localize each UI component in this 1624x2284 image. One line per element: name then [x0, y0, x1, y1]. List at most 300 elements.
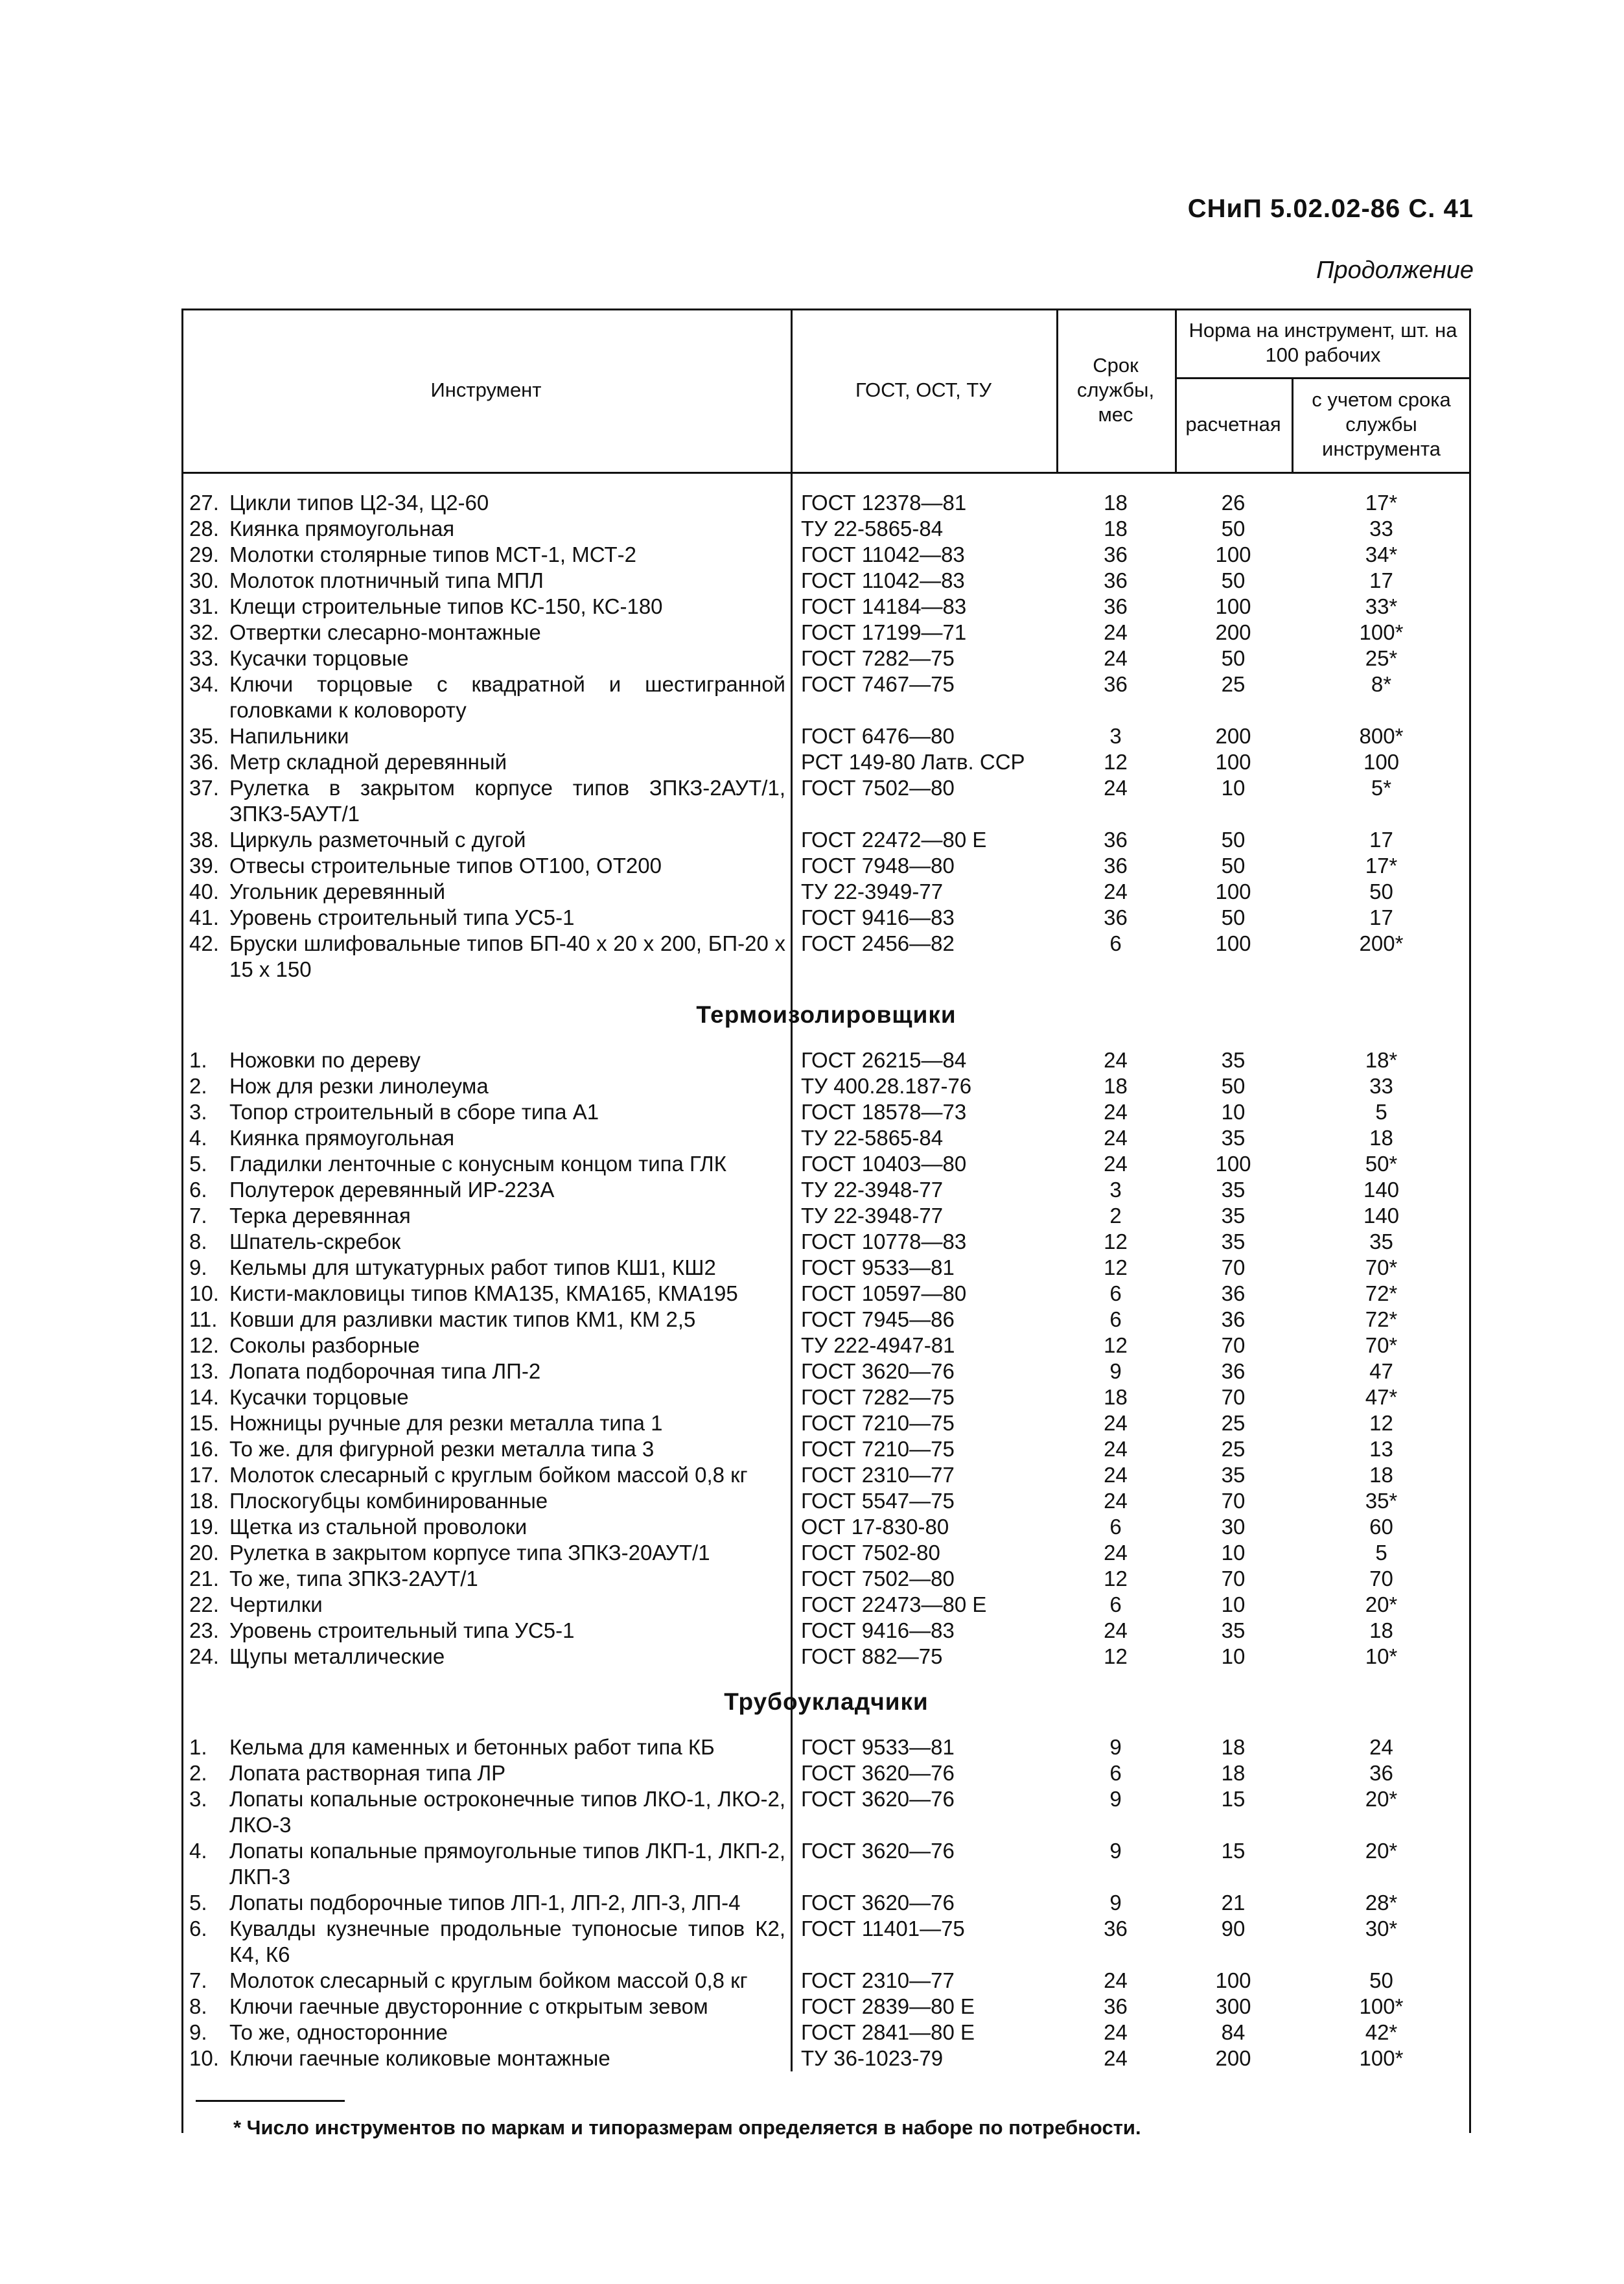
table-row [181, 1618, 1471, 1644]
service-life-cell: 6 [1109, 1761, 1122, 1785]
adjusted-norm-cell: 47 [1369, 1359, 1393, 1383]
item-number: 19. [189, 1515, 219, 1539]
adjusted-norm-cell: 33 [1369, 1074, 1393, 1098]
service-life-cell: 36 [1104, 854, 1128, 878]
calculated-norm-cell: 50 [1221, 517, 1246, 541]
instrument-name: То же, односторонние [229, 2020, 448, 2044]
calculated-norm-cell: 100 [1215, 880, 1251, 903]
table-row [181, 1177, 1471, 1203]
instrument-cell [181, 1436, 791, 1462]
table-row [181, 1099, 1471, 1125]
calculated-norm-cell: 35 [1221, 1178, 1246, 1202]
instrument-cell [181, 1734, 791, 1760]
adjusted-norm-cell: 140 [1363, 1178, 1400, 1202]
table-row [181, 1047, 1471, 1073]
calculated-norm-cell: 100 [1215, 594, 1251, 618]
table-row [181, 1968, 1471, 1994]
instrument-name: Отвесы строительные типов ОТ100, ОТ200 [229, 854, 662, 878]
standard-cell: ГОСТ 7502—80 [801, 1567, 955, 1591]
adjusted-norm-cell: 18* [1365, 1048, 1398, 1072]
service-life-cell: 3 [1109, 1178, 1122, 1202]
instrument-cell [181, 827, 791, 853]
instrument-name: Лопата подборочная типа ЛП-2 [229, 1359, 541, 1383]
header-adjusted: с учетом срока службы инструмента [1312, 388, 1451, 460]
calculated-norm-cell: 90 [1221, 1917, 1246, 1940]
instrument-cell [181, 1838, 791, 1890]
instrument-name: Кельма для каменных и бетонных работ типа КБ [229, 1735, 715, 1759]
table-row [181, 1760, 1471, 1786]
instrument-cell [181, 1177, 791, 1203]
standard-cell: ГОСТ 7467—75 [801, 672, 955, 696]
item-number: 6. [189, 1917, 207, 1940]
instrument-name: Гладилки ленточные с конусным концом типа ГЛК [229, 1152, 726, 1176]
item-number: 1. [189, 1048, 207, 1072]
instrument-name: Ковши для разливки мастик типов КМ1, КМ 2,5 [229, 1307, 696, 1331]
instrument-name: Чертилки [229, 1592, 323, 1616]
standard-cell: ГОСТ 11042—83 [801, 568, 965, 592]
table-row [181, 1786, 1471, 1838]
calculated-norm-cell: 10 [1221, 1100, 1246, 1124]
adjusted-norm-cell: 50* [1365, 1152, 1398, 1176]
adjusted-norm-cell: 35* [1365, 1489, 1398, 1513]
service-life-cell: 36 [1104, 828, 1128, 852]
item-number: 41. [189, 905, 219, 929]
table-row [181, 1566, 1471, 1592]
calculated-norm-cell: 35 [1221, 1204, 1246, 1228]
item-number: 29. [189, 542, 219, 566]
adjusted-norm-cell: 13 [1369, 1437, 1393, 1461]
item-number: 14. [189, 1385, 219, 1409]
standard-cell: ГОСТ 3620—76 [801, 1787, 955, 1811]
instrument-name: Молоток слесарный с круглым бойком массой 0,8 кг [229, 1968, 748, 1992]
table-row [181, 749, 1471, 775]
item-number: 16. [189, 1437, 219, 1461]
service-life-cell: 24 [1104, 620, 1128, 644]
adjusted-norm-cell: 20* [1365, 1839, 1398, 1863]
instrument-name: Ножницы ручные для резки металла типа 1 [229, 1411, 663, 1435]
calculated-norm-cell: 10 [1221, 776, 1246, 800]
table-row [181, 1488, 1471, 1514]
service-life-cell: 24 [1104, 880, 1128, 903]
service-life-cell: 24 [1104, 1126, 1128, 1150]
instrument-cell [181, 749, 791, 775]
instrument-name: Ножовки по дереву [229, 1048, 421, 1072]
item-number: 30. [189, 568, 219, 592]
adjusted-norm-cell: 18 [1369, 1126, 1393, 1150]
service-life-cell: 24 [1104, 1618, 1128, 1642]
header-norm: Норма на инструмент, шт. на 100 рабочих [1189, 319, 1457, 366]
service-life-cell: 2 [1109, 1204, 1122, 1228]
table-row [181, 1916, 1471, 1968]
instrument-name: Молоток плотничный типа МПЛ [229, 568, 544, 592]
instrument-name: Циркуль разметочный с дугой [229, 828, 526, 852]
instrument-cell [181, 723, 791, 749]
instrument-name: Лопаты копальные остроконечные типов ЛКО-1, ЛКО-2, ЛКО-3 [229, 1787, 785, 1837]
instrument-cell [181, 1333, 791, 1358]
header-calculated: расчетная [1185, 413, 1281, 436]
table-row [181, 1333, 1471, 1358]
standard-cell: ГОСТ 882—75 [801, 1644, 943, 1668]
footnote: * Число инструментов по маркам и типоразмерам определяется в наборе по потребности. [233, 2116, 1141, 2139]
tools-table [181, 309, 1471, 2133]
instrument-name: Рулетка в закрытом корпусе типа ЗПКЗ-20АУТ/1 [229, 1541, 710, 1565]
adjusted-norm-cell: 17 [1369, 905, 1393, 929]
service-life-cell: 36 [1104, 672, 1128, 696]
instrument-name: Нож для резки линолеума [229, 1074, 489, 1098]
calculated-norm-cell: 50 [1221, 1074, 1246, 1098]
table-row [181, 1540, 1471, 1566]
calculated-norm-cell: 10 [1221, 1592, 1246, 1616]
table-row [181, 1307, 1471, 1333]
service-life-cell: 24 [1104, 646, 1128, 670]
table-row [181, 827, 1471, 853]
standard-cell: ГОСТ 5547—75 [801, 1489, 955, 1513]
instrument-name: Ключи гаечные коликовые монтажные [229, 2046, 610, 2070]
standard-cell: ГОСТ 7948—80 [801, 854, 955, 878]
table-row [181, 2020, 1471, 2045]
calculated-norm-cell: 50 [1221, 568, 1246, 592]
standard-cell: ТУ 22-3948-77 [801, 1178, 944, 1202]
standard-cell: ТУ 400.28.187-76 [801, 1074, 972, 1098]
instrument-cell [181, 1786, 791, 1838]
calculated-norm-cell: 70 [1221, 1489, 1246, 1513]
item-number: 3. [189, 1787, 207, 1811]
service-life-cell: 6 [1109, 931, 1122, 955]
service-life-cell: 6 [1109, 1592, 1122, 1616]
calculated-norm-cell: 70 [1221, 1567, 1246, 1591]
instrument-cell [181, 1047, 791, 1073]
adjusted-norm-cell: 12 [1369, 1411, 1393, 1435]
standard-cell: ГОСТ 9533—81 [801, 1735, 955, 1759]
service-life-cell: 24 [1104, 1541, 1128, 1565]
item-number: 3. [189, 1100, 207, 1124]
adjusted-norm-cell: 18 [1369, 1618, 1393, 1642]
item-number: 36. [189, 750, 219, 774]
table-row [181, 1734, 1471, 1760]
instrument-cell [181, 1255, 791, 1281]
calculated-norm-cell: 100 [1215, 542, 1251, 566]
standard-cell: ГОСТ 9416—83 [801, 1618, 955, 1642]
standard-cell: ГОСТ 10597—80 [801, 1281, 967, 1305]
adjusted-norm-cell: 50 [1369, 880, 1393, 903]
item-number: 10. [189, 2046, 219, 2070]
instrument-name: Плоскогубцы комбинированные [229, 1489, 548, 1513]
adjusted-norm-cell: 100 [1363, 750, 1400, 774]
standard-cell: ГОСТ 7945—86 [801, 1307, 955, 1331]
service-life-cell: 18 [1104, 491, 1128, 515]
instrument-cell [181, 1203, 791, 1229]
table-row [181, 1436, 1471, 1462]
item-number: 27. [189, 491, 219, 515]
instrument-name: Кусачки торцовые [229, 646, 409, 670]
standard-cell: ГОСТ 10403—80 [801, 1152, 967, 1176]
standard-cell: ГОСТ 18578—73 [801, 1100, 967, 1124]
item-number: 15. [189, 1411, 219, 1435]
item-number: 38. [189, 828, 219, 852]
item-number: 34. [189, 672, 219, 696]
calculated-norm-cell: 100 [1215, 1152, 1251, 1176]
instrument-cell [181, 1890, 791, 1916]
calculated-norm-cell: 15 [1221, 1787, 1246, 1811]
instrument-name: Лопаты подборочные типов ЛП-1, ЛП-2, ЛП-3, ЛП-4 [229, 1891, 741, 1915]
table-row [181, 723, 1471, 749]
standard-cell: ГОСТ 22472—80 Е [801, 828, 987, 852]
instrument-cell [181, 568, 791, 594]
instrument-cell [181, 1540, 791, 1566]
table-row [181, 1838, 1471, 1890]
calculated-norm-cell: 18 [1221, 1735, 1246, 1759]
service-life-cell: 24 [1104, 1048, 1128, 1072]
service-life-cell: 9 [1109, 1359, 1122, 1383]
instrument-cell [181, 1994, 791, 2020]
calculated-norm-cell: 35 [1221, 1618, 1246, 1642]
service-life-cell: 36 [1104, 594, 1128, 618]
instrument-name: Лопата растворная типа ЛР [229, 1761, 506, 1785]
standard-cell: ТУ 36-1023-79 [801, 2046, 944, 2070]
instrument-cell [181, 1358, 791, 1384]
adjusted-norm-cell: 72* [1365, 1307, 1398, 1331]
table-row [181, 853, 1471, 879]
item-number: 24. [189, 1644, 219, 1668]
item-number: 8. [189, 1994, 207, 2018]
service-life-cell: 24 [1104, 1152, 1128, 1176]
adjusted-norm-cell: 10* [1365, 1644, 1398, 1668]
table-row [181, 490, 1471, 516]
item-number: 13. [189, 1359, 219, 1383]
service-life-cell: 24 [1104, 1489, 1128, 1513]
standard-cell: ГОСТ 9416—83 [801, 905, 955, 929]
adjusted-norm-cell: 100* [1359, 2046, 1404, 2070]
service-life-cell: 36 [1104, 568, 1128, 592]
item-number: 5. [189, 1152, 207, 1176]
instrument-name: Уровень строительный типа УС5-1 [229, 1618, 575, 1642]
service-life-cell: 24 [1104, 1411, 1128, 1435]
instrument-cell [181, 853, 791, 879]
standard-cell: ТУ 222-4947-81 [801, 1333, 955, 1357]
calculated-norm-cell: 50 [1221, 828, 1246, 852]
service-life-cell: 12 [1104, 1255, 1128, 1279]
instrument-name: Кельмы для штукатурных работ типов КШ1, КШ2 [229, 1255, 716, 1279]
item-number: 7. [189, 1204, 207, 1228]
instrument-cell [181, 1410, 791, 1436]
instrument-name: Ключи гаечные двусторонние с открытым зевом [229, 1994, 708, 2018]
instrument-cell [181, 620, 791, 646]
instrument-name: Шпатель-скребок [229, 1229, 401, 1253]
item-number: 31. [189, 594, 219, 618]
standard-cell: ГОСТ 3620—76 [801, 1839, 955, 1863]
calculated-norm-cell: 100 [1215, 750, 1251, 774]
table-row [181, 646, 1471, 671]
table-row [181, 1281, 1471, 1307]
table-row [181, 2045, 1471, 2071]
standard-cell: ГОСТ 3620—76 [801, 1761, 955, 1785]
adjusted-norm-cell: 20* [1365, 1592, 1398, 1616]
standard-cell: ГОСТ 12378—81 [801, 491, 967, 515]
instrument-cell [181, 1618, 791, 1644]
calculated-norm-cell: 300 [1215, 1994, 1251, 2018]
instrument-name: Уровень строительный типа УС5-1 [229, 905, 575, 929]
service-life-cell: 9 [1109, 1839, 1122, 1863]
item-number: 40. [189, 880, 219, 903]
item-number: 11. [189, 1307, 218, 1331]
calculated-norm-cell: 25 [1221, 672, 1246, 696]
service-life-cell: 24 [1104, 1437, 1128, 1461]
calculated-norm-cell: 70 [1221, 1333, 1246, 1357]
adjusted-norm-cell: 24 [1369, 1735, 1393, 1759]
standard-cell: ГОСТ 3620—76 [801, 1891, 955, 1915]
instrument-name: Терка деревянная [229, 1204, 411, 1228]
instrument-cell [181, 879, 791, 905]
item-number: 4. [189, 1126, 207, 1150]
item-number: 28. [189, 517, 219, 541]
instrument-cell [181, 1488, 791, 1514]
service-life-cell: 18 [1104, 1074, 1128, 1098]
calculated-norm-cell: 100 [1215, 931, 1251, 955]
table-row [181, 542, 1471, 568]
standard-cell: ТУ 22-3948-77 [801, 1204, 944, 1228]
service-life-cell: 24 [1104, 1463, 1128, 1487]
adjusted-norm-cell: 33* [1365, 594, 1398, 618]
instrument-cell [181, 1566, 791, 1592]
header-service-life: Срок службы, мес [1076, 354, 1155, 426]
instrument-name: Бруски шлифовальные типов БП-40 х 20 х 200, БП-20 х 15 х 150 [229, 931, 785, 981]
adjusted-norm-cell: 17 [1369, 568, 1393, 592]
calculated-norm-cell: 36 [1221, 1281, 1246, 1305]
instrument-cell [181, 1151, 791, 1177]
calculated-norm-cell: 50 [1221, 905, 1246, 929]
instrument-cell [181, 671, 791, 723]
item-number: 2. [189, 1074, 207, 1098]
standard-cell: ГОСТ 11401—75 [801, 1917, 965, 1940]
calculated-norm-cell: 70 [1221, 1255, 1246, 1279]
instrument-name: Киянка прямоугольная [229, 1126, 455, 1150]
instrument-name: Ключи торцовые с квадратной и шестигранной головками к коловороту [229, 672, 785, 722]
calculated-norm-cell: 35 [1221, 1463, 1246, 1487]
table-row [181, 671, 1471, 723]
standard-cell: ГОСТ 11042—83 [801, 542, 965, 566]
table-row [181, 1462, 1471, 1488]
adjusted-norm-cell: 36 [1369, 1761, 1393, 1785]
page-header: СНиП 5.02.02-86 С. 41 [1187, 194, 1474, 223]
instrument-name: Метр складной деревянный [229, 750, 507, 774]
adjusted-norm-cell: 140 [1363, 1204, 1400, 1228]
instrument-name: Кисти-макловицы типов КМА135, КМА165, КМА195 [229, 1281, 738, 1305]
calculated-norm-cell: 36 [1221, 1307, 1246, 1331]
standard-cell: ГОСТ 17199—71 [801, 620, 967, 644]
instrument-cell [181, 2020, 791, 2045]
standard-cell: ГОСТ 3620—76 [801, 1359, 955, 1383]
instrument-cell [181, 1281, 791, 1307]
item-number: 20. [189, 1541, 219, 1565]
table-row [181, 1410, 1471, 1436]
item-number: 4. [189, 1839, 207, 1863]
instrument-name: Полутерок деревянный ИР-223А [229, 1178, 555, 1202]
table-row [181, 1994, 1471, 2020]
adjusted-norm-cell: 18 [1369, 1463, 1393, 1487]
instrument-name: Щупы металлические [229, 1644, 445, 1668]
calculated-norm-cell: 35 [1221, 1229, 1246, 1253]
table-row [181, 620, 1471, 646]
instrument-name: Напильники [229, 724, 349, 748]
calculated-norm-cell: 36 [1221, 1359, 1246, 1383]
adjusted-norm-cell: 72* [1365, 1281, 1398, 1305]
adjusted-norm-cell: 60 [1369, 1515, 1393, 1539]
table-row [181, 1151, 1471, 1177]
standard-cell: ОСТ 17-830-80 [801, 1515, 949, 1539]
instrument-cell [181, 1592, 791, 1618]
footnote-rule [196, 2100, 345, 2102]
standard-cell: ГОСТ 10778—83 [801, 1229, 967, 1253]
header-standard: ГОСТ, ОСТ, ТУ [855, 379, 992, 401]
section-title: Трубоукладчики [724, 1688, 929, 1715]
item-number: 33. [189, 646, 219, 670]
service-life-cell: 9 [1109, 1891, 1122, 1915]
standard-cell: ГОСТ 2456—82 [801, 931, 955, 955]
standard-cell: ГОСТ 22473—80 Е [801, 1592, 987, 1616]
table-row [181, 1592, 1471, 1618]
instrument-name: Киянка прямоугольная [229, 517, 455, 541]
item-number: 22. [189, 1592, 219, 1616]
service-life-cell: 36 [1104, 542, 1128, 566]
service-life-cell: 24 [1104, 1100, 1128, 1124]
calculated-norm-cell: 200 [1215, 620, 1251, 644]
instrument-name: То же. для фигурной резки металла типа 3 [229, 1437, 655, 1461]
service-life-cell: 24 [1104, 776, 1128, 800]
calculated-norm-cell: 200 [1215, 724, 1251, 748]
instrument-name: Кувалды кузнечные продольные тупоносые типов К2, К4, К6 [229, 1917, 785, 1966]
standard-cell: ТУ 22-5865-84 [801, 1126, 944, 1150]
adjusted-norm-cell: 50 [1369, 1968, 1393, 1992]
table-row [181, 594, 1471, 620]
instrument-name: Щетка из стальной проволоки [229, 1515, 528, 1539]
instrument-cell [181, 646, 791, 671]
item-number: 9. [189, 2020, 207, 2044]
item-number: 9. [189, 1255, 207, 1279]
item-number: 1. [189, 1735, 207, 1759]
instrument-cell [181, 905, 791, 931]
instrument-name: Кусачки торцовые [229, 1385, 409, 1409]
calculated-norm-cell: 84 [1221, 2020, 1246, 2044]
instrument-cell [181, 1968, 791, 1994]
table-body [181, 490, 1471, 2071]
standard-cell: ГОСТ 7502-80 [801, 1541, 940, 1565]
item-number: 37. [189, 776, 219, 800]
service-life-cell: 3 [1109, 724, 1122, 748]
adjusted-norm-cell: 200* [1359, 931, 1404, 955]
table-row [181, 1255, 1471, 1281]
adjusted-norm-cell: 100* [1359, 1994, 1404, 2018]
item-number: 32. [189, 620, 219, 644]
calculated-norm-cell: 15 [1221, 1839, 1246, 1863]
item-number: 8. [189, 1229, 207, 1253]
service-life-cell: 9 [1109, 1735, 1122, 1759]
instrument-name: Цикли типов Ц2-34, Ц2-60 [229, 491, 489, 515]
adjusted-norm-cell: 35 [1369, 1229, 1393, 1253]
calculated-norm-cell: 10 [1221, 1644, 1246, 1668]
instrument-name: Молоток слесарный с круглым бойком массой 0,8 кг [229, 1463, 748, 1487]
item-number: 18. [189, 1489, 219, 1513]
adjusted-norm-cell: 20* [1365, 1787, 1398, 1811]
instrument-cell [181, 1125, 791, 1151]
adjusted-norm-cell: 5* [1371, 776, 1392, 800]
instrument-cell [181, 490, 791, 516]
instrument-cell [181, 1644, 791, 1670]
calculated-norm-cell: 35 [1221, 1126, 1246, 1150]
table-row [181, 1073, 1471, 1099]
instrument-cell [181, 1514, 791, 1540]
service-life-cell: 36 [1104, 1994, 1128, 2018]
calculated-norm-cell: 50 [1221, 646, 1246, 670]
